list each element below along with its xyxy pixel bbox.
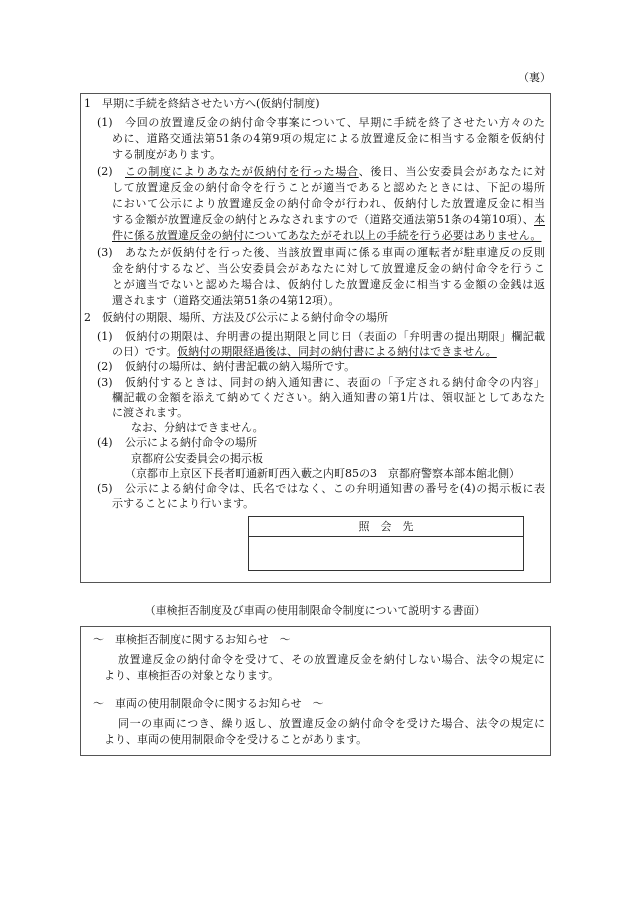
item-number: (2) xyxy=(97,360,113,374)
section-1-item-3 xyxy=(81,245,550,310)
section-heading: 2 仮納付の期限、場所、方法及び公示による納付命令の場所 xyxy=(84,311,388,324)
section-2-item-4 xyxy=(81,435,550,481)
text-segment: 公示による納付命令の場所 xyxy=(125,436,257,450)
text-segment: する制度があります。 xyxy=(112,148,222,162)
item-number: (1) xyxy=(97,330,113,343)
item-line xyxy=(112,496,545,511)
text-segment: 示することにより行います。 xyxy=(112,497,255,511)
notices-box xyxy=(80,626,551,756)
section-2-item-5 xyxy=(81,481,550,511)
text-segment: 、後日、当公安委員会があなたに対 xyxy=(358,164,546,178)
text-segment: 仮納付するときは、同封の納入通知書に、表面の「予定される納付命令の内容」 xyxy=(125,375,545,389)
contact-table-body xyxy=(249,537,524,571)
section-provisional-payment-system xyxy=(81,96,550,309)
item-line xyxy=(112,261,545,277)
item-line xyxy=(112,196,545,212)
item-line xyxy=(112,228,545,244)
notice-title: ～ 車検拒否制度に関するお知らせ ～ xyxy=(93,633,291,646)
text-segment: 還されます（道路交通法第51条の4第12項）。 xyxy=(112,294,340,308)
item-number: (3) xyxy=(97,375,113,389)
contact-table-header: 照 会 先 xyxy=(249,517,524,537)
notice-body xyxy=(81,652,550,684)
section-2-item-2 xyxy=(81,359,550,374)
item-number: (5) xyxy=(97,481,113,495)
item-line xyxy=(97,481,545,496)
item-line xyxy=(97,435,545,450)
section-2-item-3 xyxy=(81,375,550,436)
notice-line: より、車検拒否の対象となります。 xyxy=(104,669,280,682)
text-segment: において公示により放置違反金の納付命令が行われ、仮納付した放置違反金に相当 xyxy=(112,196,545,210)
item-line xyxy=(97,329,545,344)
underlined-text-segment: 件に係る放置違反金の納付についてあなたがそれ以上の手続を行う必要はありません。 xyxy=(112,229,542,243)
item-line xyxy=(112,212,545,228)
notice-2 xyxy=(81,696,550,748)
item-line xyxy=(97,245,545,261)
contact-table-body-row xyxy=(249,537,524,571)
item-line xyxy=(97,164,546,180)
provisional-payment-info-box xyxy=(80,93,551,583)
contact-table xyxy=(248,516,524,571)
text-segment: 仮納付の期限は、弁明書の提出期限と同じ日（表面の「弁明書の提出期限」欄記載 xyxy=(125,330,545,343)
text-segment: あなたが仮納付を行った後、当該放置車両に係る車両の運転者が駐車違反の反則 xyxy=(125,245,545,259)
text-segment: に渡されます。 xyxy=(112,405,189,419)
item-number: (2) xyxy=(97,164,113,178)
underlined-text-segment: 本 xyxy=(534,213,545,227)
text-segment: の日）です。 xyxy=(112,345,178,359)
section-deadline-place-method xyxy=(81,310,550,511)
underlined-text-segment: 仮納付の期限経過後は、同封の納付書による納付はできません。 xyxy=(177,345,497,359)
notice-1 xyxy=(81,632,550,684)
item-line xyxy=(112,180,545,196)
item-sub-line: （京都市上京区下長者町通新町西入藪之内町85の3 京都府警察本部本館北側） xyxy=(125,466,520,480)
text-segment: する金額が放置違反金の納付とみなされますので（道路交通法第51条の4第10項）、 xyxy=(112,213,534,227)
text-segment: 仮納付の場所は、納付書記載の納入場所です。 xyxy=(125,360,356,374)
notice-line: 同一の車両につき、繰り返し、放置違反金の納付命令を受けた場合、法令の規定に xyxy=(118,717,545,730)
text-segment: めに、道路交通法第51条の4第9項の規定による放置違反金に相当する金額を仮納付 xyxy=(112,132,545,146)
text-segment: 金を納付するなど、当公安委員会があなたに対して放置違反金の納付命令を行うこ xyxy=(112,261,545,275)
text-segment: とが適当でないと認めた場合は、仮納付した放置違反金に相当する金額の金銭は返 xyxy=(112,277,545,291)
section-2-item-1 xyxy=(81,329,550,359)
item-note: なお、分納はできません。 xyxy=(131,421,264,435)
item-sub-line: 京都府公安委員会の掲示板 xyxy=(131,451,263,465)
reverse-side-label: （裏） xyxy=(518,71,551,84)
text-segment: 公示による納付命令は、氏名ではなく、この弁明通知書の番号を(4)の掲示板に表 xyxy=(125,481,545,495)
contact-table-header-row xyxy=(249,517,524,537)
underlined-text-segment: この制度によりあなたが仮納付を行った場合 xyxy=(125,164,359,178)
section-1-item-1 xyxy=(81,115,550,164)
text-segment: 今回の放置違反金の納付命令事案について、早期に手続を終了させたい方々のた xyxy=(125,116,545,129)
item-line xyxy=(97,115,545,131)
section-heading: 1 早期に手続を終結させたい方へ(仮納付制度) xyxy=(84,97,320,110)
text-segment: 欄記載の金額を添えて納めてください。納入通知書の第1片は、領収証としてあなた xyxy=(112,390,545,404)
item-line xyxy=(112,147,545,163)
item-number: (3) xyxy=(97,245,113,259)
item-line xyxy=(97,359,545,374)
item-line xyxy=(112,390,545,405)
item-line xyxy=(112,344,545,359)
section-1-item-2 xyxy=(81,164,550,245)
notice-body xyxy=(81,716,550,748)
notices-list xyxy=(81,632,550,748)
notice-title: ～ 車両の使用制限命令に関するお知らせ ～ xyxy=(93,697,324,710)
text-segment: して放置違反金の納付命令を行うことが適当であると認めたときには、下記の場所 xyxy=(112,180,545,194)
item-number: (1) xyxy=(97,116,113,129)
notice-line: より、車両の使用制限命令を受けることがあります。 xyxy=(104,733,368,746)
item-line xyxy=(112,293,545,309)
explanatory-document-caption: （車検拒否制度及び車両の使用制限命令制度について説明する書面） xyxy=(144,604,486,617)
item-number: (4) xyxy=(97,436,113,450)
notice-line: 放置違反金の納付命令を受けて、その放置違反金を納付しない場合、法令の規定に xyxy=(118,653,545,666)
item-line xyxy=(97,375,545,390)
item-line xyxy=(112,405,545,420)
item-line xyxy=(112,131,545,147)
item-line xyxy=(112,277,545,293)
